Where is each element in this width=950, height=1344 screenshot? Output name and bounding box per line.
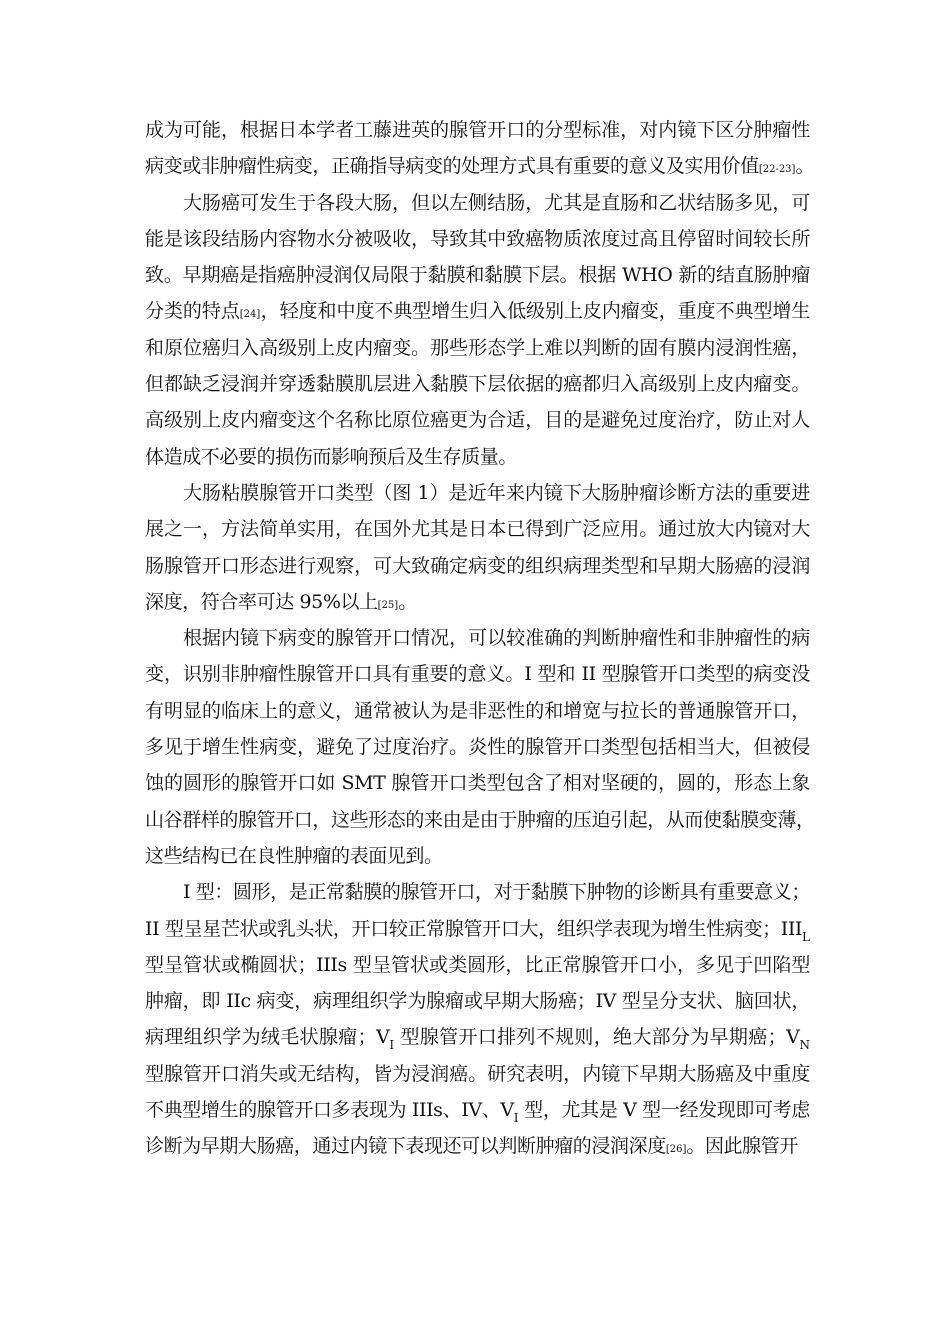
text-segment: 分类的特点 (145, 300, 240, 323)
text-line (145, 874, 810, 910)
text-line (145, 112, 810, 148)
text-segment: 体造成不必要的损伤而影响预后及生存质量。 (145, 445, 518, 468)
text-line (145, 765, 810, 801)
text-segment: 型腺管开口消失或无结构，皆为浸润癌。研究表明，内镜下早期大肠癌及中重度 (145, 1062, 810, 1085)
text-line (145, 1019, 810, 1055)
text-segment: 有明显的临床上的意义，通常被认为是非恶性的和增宽与拉长的普通腺管开口， (145, 699, 810, 722)
text-line (145, 693, 810, 729)
document-page (145, 112, 815, 1165)
text-segment: 型呈管状或椭圆状；IIIs 型呈管状或类圆形，比正常腺管开口小，多见于凹陷型 (145, 953, 810, 976)
citation-ref: [26] (665, 1144, 687, 1156)
text-line (145, 584, 810, 620)
text-line (145, 802, 815, 838)
text-line (145, 221, 810, 257)
text-segment: 不典型增生的腺管开口多表现为 IIIs、IV、V (145, 1099, 514, 1122)
paragraph-neoplastic-judgement (145, 620, 815, 874)
text-segment: 根据内镜下病变的腺管开口情况，可以较准确的判断肿瘤性和非肿瘤性的病 (183, 627, 810, 650)
text-segment: 致。早期癌是指癌肿浸润仅局限于黏膜和黏膜下层。根据 WHO 新的结直肠肿瘤 (145, 264, 810, 287)
text-segment: 展之一，方法简单实用，在国外尤其是日本已得到广泛应用。通过放大内镜对大 (145, 518, 810, 541)
text-segment: 。 (398, 590, 417, 613)
text-line (145, 293, 810, 329)
text-segment: 病变或非肿瘤性病变，正确指导病变的处理方式具有重要的意义及实用价值 (145, 155, 759, 178)
text-segment: 诊断为早期大肠癌，通过内镜下表现还可以判断肿瘤的浸润深度 (145, 1135, 666, 1158)
text-segment: 变，识别非肿瘤性腺管开口具有重要的意义。I 型和 II 型腺管开口类型的病变没 (145, 663, 810, 686)
text-segment: 蚀的圆形的腺管开口如 SMT 腺管开口类型包含了相对坚硬的，圆的，形态上象 (145, 772, 810, 795)
text-segment: I 型：圆形，是正常黏膜的腺管开口，对于黏膜下肿物的诊断具有重要意义； (183, 881, 810, 904)
subscript: I (513, 1111, 519, 1126)
text-segment: 和原位癌归入高级别上皮内瘤变。那些形态学上难以判断的固有膜内浸润性癌， (145, 336, 810, 359)
text-line (145, 402, 810, 438)
citation-ref: [22-23] (758, 164, 796, 176)
text-line (145, 1056, 810, 1092)
text-line (145, 620, 810, 656)
text-line (145, 838, 810, 874)
subscript: N (799, 1038, 810, 1053)
text-segment: 多见于增生性病变，避免了过度治疗。炎性的腺管开口类型包括相当大，但被侵 (145, 736, 810, 759)
text-segment: 山谷群样的腺管开口，这些形态的来由是由于肿瘤的压迫引起，从而使黏膜变薄， (145, 808, 815, 831)
subscript: L (802, 929, 810, 944)
text-segment: 型，尤其是 V 型一经发现即可考虑 (518, 1099, 810, 1122)
paragraph-colorectal-cancer (145, 185, 810, 475)
text-segment: 能是该段结肠内容物水分被吸收，导致其中致癌物质浓度过高且停留时间较长所 (145, 227, 810, 250)
subscript: I (389, 1038, 395, 1053)
text-segment: 。 (795, 155, 815, 178)
text-line (145, 548, 810, 584)
text-line (145, 148, 815, 184)
text-segment: 深度，符合率可达 95%以上 (145, 590, 378, 613)
paragraph-pit-types (145, 874, 810, 1164)
text-segment: 肿瘤，即 IIc 病变，病理组织学为腺瘤或早期大肠癌；IV 型呈分支状、脑回状， (145, 990, 810, 1013)
text-line (145, 911, 810, 947)
citation-ref: [24] (239, 309, 261, 321)
text-segment: 这些结构已在良性肿瘤的表面见到。 (145, 844, 443, 867)
text-segment: 大肠癌可发生于各段大肠，但以左侧结肠，尤其是直肠和乙状结肠多见，可 (183, 191, 810, 214)
text-line (145, 257, 810, 293)
text-line (145, 729, 810, 765)
text-line (145, 511, 810, 547)
text-segment: 。因此腺管开 (686, 1135, 798, 1158)
text-segment: 病理组织学为绒毛状腺瘤；V (145, 1026, 390, 1049)
paragraph-continuation (145, 112, 815, 185)
text-segment: 成为可能，根据日本学者工藤进英的腺管开口的分型标准，对内镜下区分肿瘤性 (145, 119, 810, 141)
text-segment: 大肠粘膜腺管开口类型（图 1）是近年来内镜下大肠肿瘤诊断方法的重要进 (183, 481, 810, 504)
text-line (145, 947, 810, 983)
text-line (145, 475, 810, 511)
text-line (145, 439, 810, 475)
text-line (145, 185, 810, 221)
text-line (145, 1128, 810, 1164)
text-line (145, 656, 810, 692)
paragraph-pit-pattern-overview (145, 475, 810, 620)
text-line (145, 330, 810, 366)
text-line (145, 983, 810, 1019)
text-segment: 肠腺管开口形态进行观察，可大致确定病变的组织病理类型和早期大肠癌的浸润 (145, 554, 810, 577)
text-line (145, 1092, 810, 1128)
text-line (145, 366, 810, 402)
text-segment: 高级别上皮内瘤变这个名称比原位癌更为合适，目的是避免过度治疗，防止对人 (145, 409, 810, 432)
text-segment: 型腺管开口排列不规则，绝大部分为早期癌；V (394, 1026, 800, 1049)
citation-ref: [25] (377, 599, 399, 611)
text-segment: 但都缺乏浸润并穿透黏膜肌层进入黏膜下层依据的癌都归入高级别上皮内瘤变。 (145, 373, 810, 396)
text-segment: ，轻度和中度不典型增生归入低级别上皮内瘤变，重度不典型增生 (260, 300, 810, 323)
text-segment: II 型呈星芒状或乳头状，开口较正常腺管开口大，组织学表现为增生性病变；III (145, 917, 803, 940)
